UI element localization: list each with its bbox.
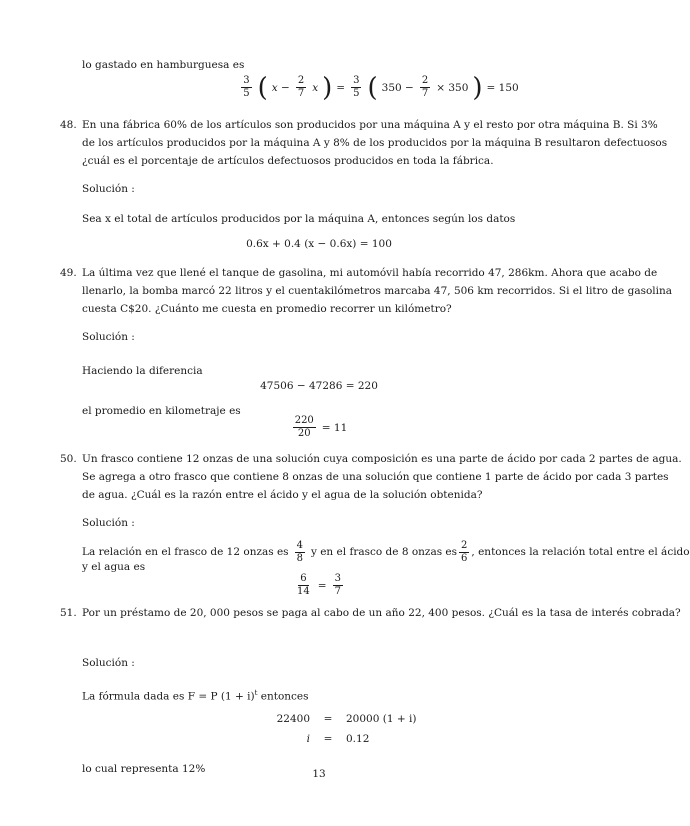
solution-text: La relación en el frasco de 12 onzas es $\frac{4}{8}$ y en el frasco de 8 onzas es $\frac{2}{6}$ , entonces la relación total entre el ácido bbox=[82, 539, 690, 564]
conclusion-text: lo cual representa 12% bbox=[82, 763, 206, 775]
solution-text: Haciendo la diferencia bbox=[82, 365, 203, 377]
problem-text: ¿cuál es el porcentaje de artículos defectuosos producidos en toda la fábrica. bbox=[82, 155, 494, 167]
equation-fraction: $\frac{6}{14}$ = $\frac{3}{7}$ bbox=[297, 573, 341, 597]
equation-fraction: $\frac{220}{20}$ = 11 bbox=[294, 415, 348, 439]
solution-text: y el agua es bbox=[82, 561, 146, 573]
equation-system: 22400 = 20000 (1 + i) i = 0.12 bbox=[276, 713, 417, 745]
solution-text: La fórmula dada es F = P $(1 + i)^t$ entonces bbox=[82, 689, 309, 703]
problem-text: de agua. ¿Cuál es la razón entre el ácido y el agua de la solución obtenida? bbox=[82, 489, 483, 501]
solution-heading: Solución : bbox=[82, 331, 135, 343]
problem-number: 48. bbox=[60, 119, 77, 131]
solution-heading: Solución : bbox=[82, 657, 135, 669]
problem-text: de los artículos producidos por la máquina A y 8% de los producidos por la máquina B resultaron defectuosos bbox=[82, 137, 668, 149]
problem-number: 49. bbox=[60, 267, 77, 279]
problem-number: 51. bbox=[60, 607, 77, 619]
solution-heading: Solución : bbox=[82, 183, 135, 195]
problem-text: cuesta C$20. ¿Cuánto me cuesta en promedio recorrer un kilómetro? bbox=[82, 303, 452, 315]
equation-hamburguesa: $\frac{3}{5}$ ( x − $\frac{2}{7}$ x ) = $\frac{3}{5}$ ( 350 − $\frac{2}{7}$ × 350 ) = 150 bbox=[243, 72, 519, 103]
fraction: $\frac{3}{5}$ bbox=[243, 75, 250, 99]
problem-text: Se agrega a otro frasco que contiene 8 onzas de una solución que contiene 1 parte de ácido por cada 3 partes bbox=[82, 471, 669, 483]
problem-text: Por un préstamo de 20, 000 pesos se paga al cabo de un año 22, 400 pesos. ¿Cuál es la tasa de interés cobrada? bbox=[82, 607, 681, 619]
problem-text: La última vez que llené el tanque de gasolina, mi automóvil había recorrido 47, 286km. Ahora que acabo de bbox=[82, 267, 658, 279]
intro-text: lo gastado en hamburguesa es bbox=[82, 59, 245, 71]
equation: 0.6x + 0.4 (x − 0.6x) = 100 bbox=[246, 238, 392, 250]
equation: 47506 − 47286 = 220 bbox=[260, 380, 378, 392]
solution-text: Sea x el total de artículos producidos por la máquina A, entonces según los datos bbox=[82, 213, 516, 225]
page-number: 13 bbox=[312, 768, 326, 780]
problem-text: llenarlo, la bomba marcó 22 litros y el cuentakilómetros marcaba 47, 506 km recorridos. Si el litro de gasolina bbox=[82, 285, 673, 297]
solution-text: el promedio en kilometraje es bbox=[82, 405, 241, 417]
solution-heading: Solución : bbox=[82, 517, 135, 529]
problem-text: En una fábrica 60% de los artículos son producidos por una máquina A y el resto por otra máquina B. Si 3% bbox=[82, 119, 658, 131]
problem-text: Un frasco contiene 12 onzas de una solución cuya composición es una parte de ácido por cada 2 partes de agua. bbox=[82, 453, 682, 465]
problem-number: 50. bbox=[60, 453, 77, 465]
